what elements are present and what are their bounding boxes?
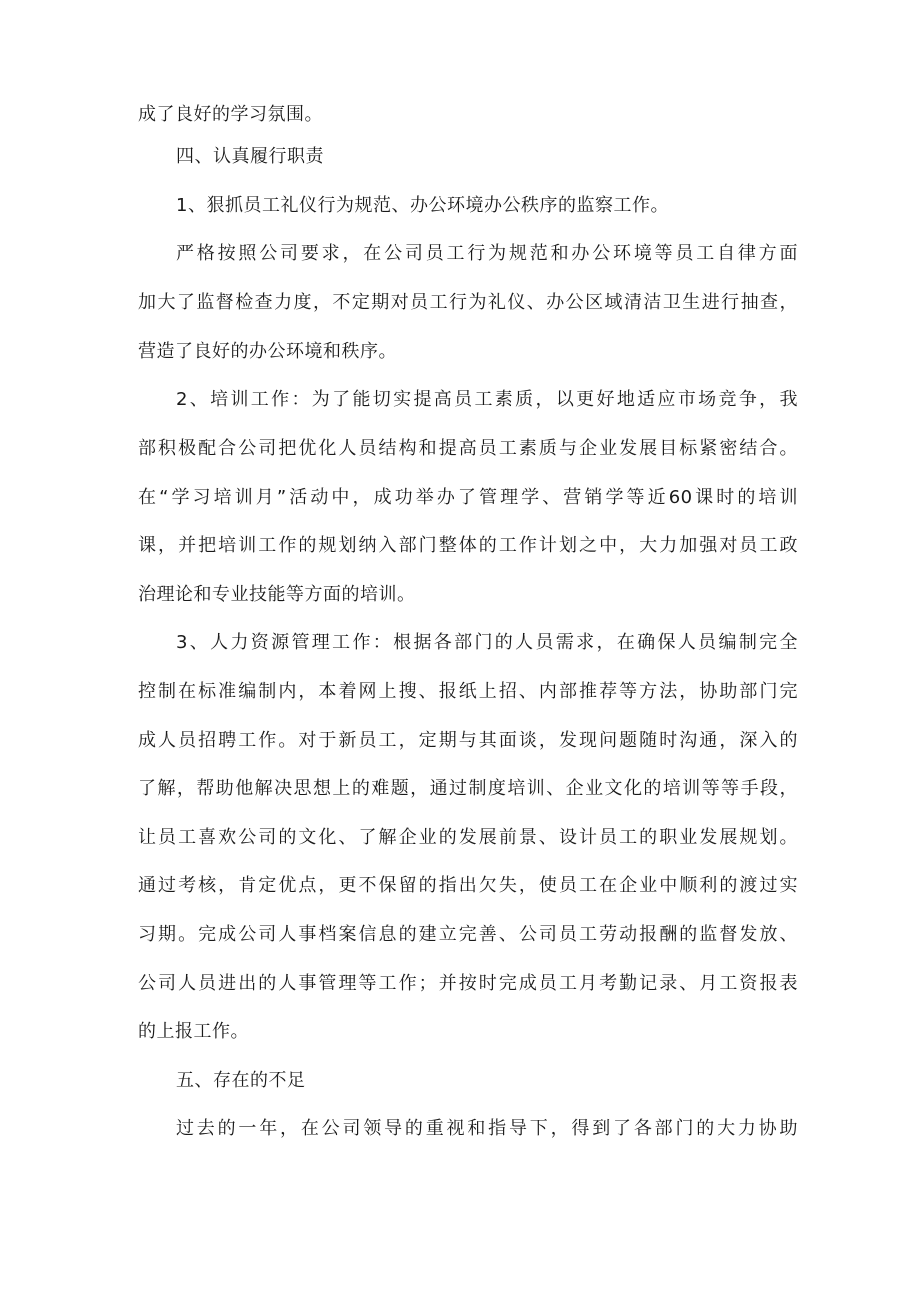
text-line: 在“学习培训月”活动中，成功举办了管理学、营销学等近60课时的培训 — [138, 487, 798, 508]
text-line: 部积极配合公司把优化人员结构和提高员工素质与企业发展目标紧密结合。 — [138, 438, 798, 459]
text-line: 2、培训工作：为了能切实提高员工素质，以更好地适应市场竞争，我 — [176, 389, 798, 410]
section-heading: 五、存在的不足 — [176, 1070, 306, 1091]
text-line: 成了良好的学习氛围。 — [138, 104, 323, 125]
text-line: 控制在标准编制内，本着网上搜、报纸上招、内部推荐等方法，协助部门完 — [138, 681, 798, 702]
text-line: 习期。完成公司人事档案信息的建立完善、公司员工劳动报酬的监督发放、 — [138, 924, 798, 945]
text-line: 公司人员进出的人事管理等工作；并按时完成员工月考勤记录、月工资报表 — [138, 973, 798, 994]
text-line: 治理论和专业技能等方面的培训。 — [138, 584, 416, 605]
text-line: 通过考核，肯定优点，更不保留的指出欠失，使员工在企业中顺利的渡过实 — [138, 875, 798, 896]
text-line: 营造了良好的办公环境和秩序。 — [138, 341, 397, 362]
text-line: 成人员招聘工作。对于新员工，定期与其面谈，发现问题随时沟通，深入的 — [138, 730, 798, 751]
item-heading: 1、狠抓员工礼仪行为规范、办公环境办公秩序的监察工作。 — [176, 195, 669, 216]
text-line: 过去的一年，在公司领导的重视和指导下，得到了各部门的大力协助 — [176, 1118, 798, 1139]
text-line: 让员工喜欢公司的文化、了解企业的发展前景、设计员工的职业发展规划。 — [138, 827, 798, 848]
text-line: 的上报工作。 — [138, 1021, 249, 1042]
section-heading: 四、认真履行职责 — [176, 146, 324, 167]
text-line: 严格按照公司要求，在公司员工行为规范和办公环境等员工自律方面 — [176, 243, 798, 264]
text-line: 了解，帮助他解决思想上的难题，通过制度培训、企业文化的培训等等手段， — [138, 778, 798, 799]
text-line: 加大了监督检查力度，不定期对员工行为礼仪、办公区域清洁卫生进行抽查， — [138, 292, 798, 313]
text-line: 课，并把培训工作的规划纳入部门整体的工作计划之中，大力加强对员工政 — [138, 535, 798, 556]
text-line: 3、人力资源管理工作：根据各部门的人员需求，在确保人员编制完全 — [176, 632, 798, 653]
